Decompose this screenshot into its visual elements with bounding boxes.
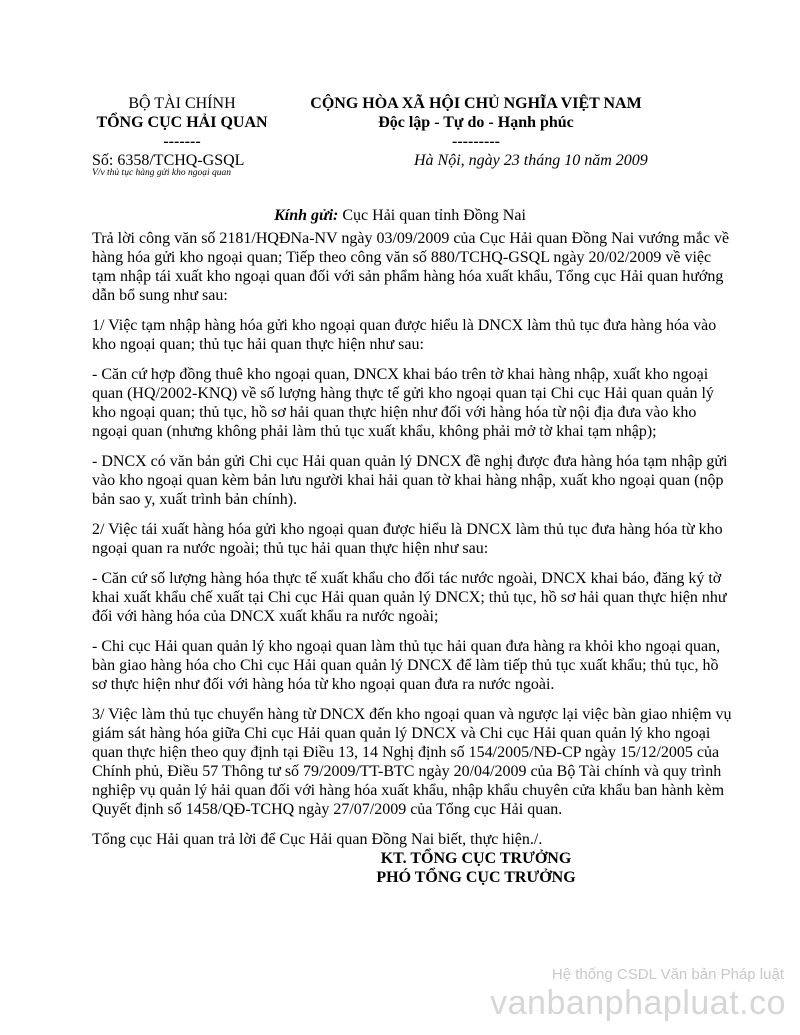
- body-paragraph: Trả lời công văn số 2181/HQĐNa-NV ngày 03/09/2009 của Cục Hải quan Đồng Nai vướng mắc về hàng hóa gửi kho ngoại quan; Tiếp theo công văn số 880/TCHQ-GSQL ngày 20/02/2009 về việc tạm nhập tái xuất kho ngoại quan đối với sản phẩm hàng hóa xuất khẩu, Tổng cục Hải quan hướng dẫn bổ sung như sau:: [92, 230, 730, 304]
- document-number: Số: 6358/TCHQ-GSQL: [92, 152, 245, 169]
- body-paragraph: 2/ Việc tái xuất hàng hóa gửi kho ngoại quan được hiểu là DNCX làm thủ tục đưa hàng hóa từ kho ngoại quan ra nước ngoài; thủ tục hải quan thực hiện như sau:: [92, 521, 723, 557]
- national-motto: Độc lập - Tự do - Hạnh phúc: [378, 114, 574, 131]
- body-paragraph: 3/ Việc làm thủ tục chuyển hàng từ DNCX đến kho ngoại quan và ngược lại việc bàn giao nhiệm vụ giám sát hàng hóa giữa Chi cục Hải quan quản lý DNCX và Chi cục Hải quan quản lý kho ngoại quan thực hiện theo quy định tại Điều 13, 14 Nghị định số 154/2005/NĐ-CP ngày 15/12/2005 của Chính phủ, Điều 57 Thông tư số 79/2009/TT-BTC ngày 20/04/2009 của Bộ Tài chính và quy trình nghiệp vụ quản lý hải quan đối với hàng hóa xuất khẩu, nhập khẩu chuyên cửa khẩu ban hành kèm Quyết định số 1458/QĐ-TCHQ ngày 27/07/2009 của Tổng cục Hải quan.: [92, 706, 732, 818]
- body-paragraph: - Căn cứ số lượng hàng hóa thực tế xuất khẩu cho đối tác nước ngoài, DNCX khai báo, đăng ký tờ khai xuất khẩu chế xuất tại Chi cục Hải quan quản lý DNCX; thủ tục, hồ sơ hải quan thực hiện như đối với hàng hóa của DNCX xuất khẩu ra nước ngoài;: [92, 570, 727, 625]
- signature-block: [356, 849, 596, 887]
- motto-divider: ---------: [452, 133, 500, 150]
- document-subject: V/v thủ tục hàng gửi kho ngoại quan: [92, 168, 231, 178]
- issuer-block: [92, 94, 272, 151]
- watermark-caption: Hệ thống CSDL Văn bản Pháp luật: [551, 966, 784, 983]
- signature-title: KT. TỔNG CỤC TRƯỞNG: [380, 850, 572, 867]
- department-name: TỔNG CỤC HẢI QUAN: [96, 114, 268, 131]
- place-date: Hà Nội, ngày 23 tháng 10 năm 2009: [414, 152, 648, 169]
- recipient-line: [0, 206, 800, 225]
- body-paragraph: Tổng cục Hải quan trả lời để Cục Hải quan Đồng Nai biết, thực hiện./.: [92, 831, 543, 848]
- signature-subtitle: PHÓ TỔNG CỤC TRƯỞNG: [376, 869, 576, 886]
- body-paragraph: - Chi cục Hải quan quản lý kho ngoại quan làm thủ tục hải quan đưa hàng ra khỏi kho ngoại quan, bàn giao hàng hóa cho Chi cục Hải quan quản lý DNCX để làm tiếp thủ tục xuất khẩu; thủ tục, hồ sơ thực hiện như đối với hàng hóa từ kho ngoại quan đưa ra nước ngoài.: [92, 638, 721, 693]
- country-name: CỘNG HÒA XÃ HỘI CHỦ NGHĨA VIỆT NAM: [310, 95, 642, 112]
- letter-body: [92, 229, 732, 849]
- body-paragraph: 1/ Việc tạm nhập hàng hóa gửi kho ngoại quan được hiểu là DNCX làm thủ tục đưa hàng hóa vào kho ngoại quan; thủ tục hải quan thực hiện như sau:: [92, 317, 717, 353]
- national-block: [296, 94, 656, 151]
- watermark-site: vanbanphapluat.co: [490, 984, 786, 1022]
- body-paragraph: - DNCX có văn bản gửi Chi cục Hải quan quản lý DNCX đề nghị được đưa hàng hóa tạm nhập gửi vào kho ngoại quan kèm bản lưu người khai hải quan tờ khai hàng nhập, xuất kho ngoại quan (nộp bản sao y, xuất trình bản chính).: [92, 453, 728, 508]
- body-paragraph: - Căn cứ hợp đồng thuê kho ngoại quan, DNCX khai báo trên tờ khai hàng nhập, xuất kho ngoại quan (HQ/2002-KNQ) về số lượng hàng thực tế gửi kho ngoại quan tại Chi cục Hải quan quản lý kho ngoại quan; thủ tục, hồ sơ hải quan thực hiện như đối với hàng hóa từ nội địa đưa vào kho ngoại quan (nhưng không phải làm thủ tục xuất khẩu, không phải mở tờ khai tạm nhập);: [92, 366, 714, 440]
- recipient-label: Kính gửi:: [274, 207, 339, 224]
- issuer-divider: -------: [163, 133, 201, 150]
- recipient-name: Cục Hải quan tỉnh Đồng Nai: [338, 207, 526, 224]
- ministry-name: BỘ TÀI CHÍNH: [128, 95, 236, 112]
